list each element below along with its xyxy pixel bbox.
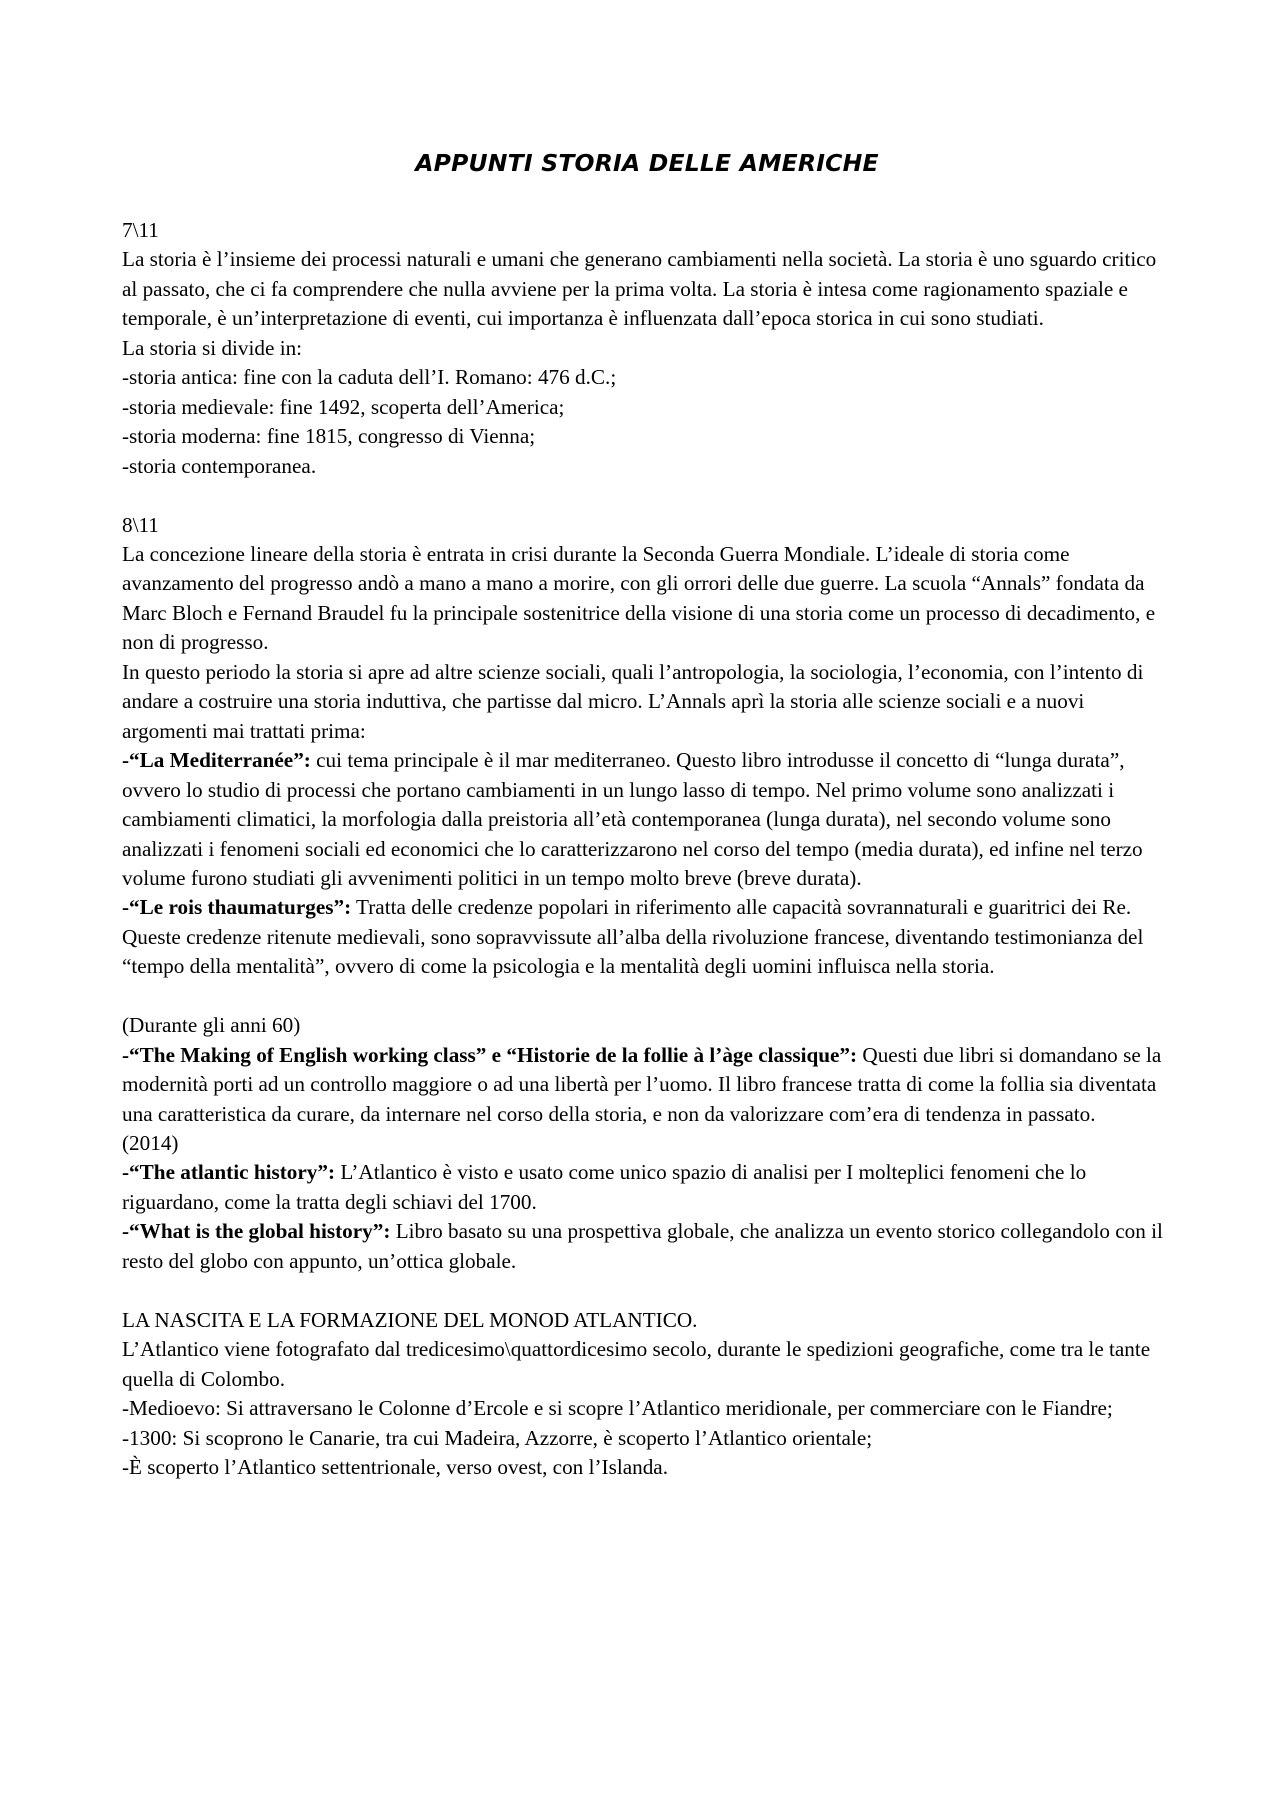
book-title: -“What is the global history”: — [122, 1219, 391, 1244]
period-label: (2014) — [122, 1131, 179, 1156]
book-title: -“La Mediterranée”: — [122, 748, 311, 773]
book-entry — [122, 1041, 1172, 1129]
blank-line — [122, 1276, 1172, 1305]
book-description: Tratta delle credenze popolari in riferimento alle capacità sovrannaturali e guaritrici dei Re. Queste credenze ritenute medievali, sono sopravvissute all’alba della rivoluzione francese, diventando testimonianza del “tempo della mentalità”, ovvero di come la psicologia e la mentalità degli uomini influisca nella storia. — [122, 895, 1144, 979]
paragraph: La storia si divide in: — [122, 335, 303, 360]
book-description: Libro basato su una prospettiva globale, che analizza un evento storico collegandolo con il resto del globo con appunto, un’ottica globale. — [122, 1219, 1163, 1273]
paragraph: In questo periodo la storia si apre ad altre scienze sociali, quali l’antropologia, la sociologia, l’economia, con l’intento di andare a costruire una storia induttiva, che partisse dal micro. L’Annals aprì la storia alle scienze sociali e a nuovi argomenti mai trattati prima: — [122, 659, 1144, 743]
section-heading: LA NASCITA E LA FORMAZIONE DEL MONOD ATLANTICO. — [122, 1307, 698, 1332]
paragraph: La concezione lineare della storia è entrata in crisi durante la Seconda Guerra Mondiale. L’ideale di storia come avanzamento del progresso andò a mano a mano a morire, con gli orrori delle due guerre. La scuola “Annals” fondata da Marc Bloch e Fernand Braudel fu la principale sostenitrice della visione di una storia come un processo di decadimento, e non di progresso. — [122, 541, 1156, 655]
list-item: -storia moderna: fine 1815, congresso di Vienna; — [122, 424, 536, 449]
section-books — [122, 1011, 1172, 1276]
book-entry — [122, 893, 1172, 981]
blank-line — [122, 982, 1172, 1011]
section-7-11 — [122, 216, 1172, 481]
list-item: -storia medievale: fine 1492, scoperta dell’America; — [122, 394, 565, 419]
book-title: -“The atlantic history”: — [122, 1160, 336, 1185]
list-item: -È scoperto l’Atlantico settentrionale, verso ovest, con l’Islanda. — [122, 1454, 668, 1479]
list-item: -1300: Si scoprono le Canarie, tra cui Madeira, Azzorre, è scoperto l’Atlantico orientale; — [122, 1425, 873, 1450]
section-atlantic — [122, 1306, 1172, 1483]
period-label: (Durante gli anni 60) — [122, 1013, 301, 1038]
document-title: APPUNTI STORIA DELLE AMERICHE — [415, 149, 879, 177]
book-description: Questi due libri si domandano se la modernità porti ad un controllo maggiore o ad una libertà per l’uomo. Il libro francese tratta di come la follia sia diventata una caratteristica da curare, da internare nel corso della storia, e non da valorizzare com’era di tendenza in passato. — [122, 1042, 1162, 1126]
section-date: 8\11 — [122, 512, 159, 537]
document-page — [122, 148, 1172, 1482]
list-item: -storia contemporanea. — [122, 453, 317, 478]
section-date: 7\11 — [122, 218, 159, 242]
paragraph: L’Atlantico viene fotografato dal tredicesimo\quattordicesimo secolo, durante le spedizioni geografiche, come tra le tante quella di Colombo. — [122, 1337, 1151, 1391]
book-entry — [122, 1217, 1172, 1276]
paragraph: La storia è l’insieme dei processi naturali e umani che generano cambiamenti nella società. La storia è uno sguardo critico al passato, che ci fa comprendere che nulla avviene per la prima volta. La storia è intesa come ragionamento spaziale e temporale, è un’interpretazione di eventi, cui importanza è influenzata dall’epoca storica in cui sono studiati. — [122, 247, 1157, 331]
blank-line — [122, 481, 1172, 510]
book-title: -“Le rois thaumaturges”: — [122, 895, 352, 920]
book-description: L’Atlantico è visto e usato come unico spazio di analisi per I molteplici fenomeni che lo riguardano, come la tratta degli schiavi del 1700. — [122, 1160, 1087, 1214]
list-item: -storia antica: fine con la caduta dell’I. Romano: 476 d.C.; — [122, 365, 617, 390]
section-8-11 — [122, 511, 1172, 982]
book-entry — [122, 1158, 1172, 1217]
book-entry — [122, 746, 1172, 893]
book-description: cui tema principale è il mar mediterraneo. Questo libro introdusse il concetto di “lunga durata”, ovvero lo studio di processi che portano cambiamenti in un lungo lasso di tempo. Nel primo volume sono analizzati i cambiamenti climatici, la morfologia dalla preistoria all’età contemporanea (lunga durata), nel secondo volume sono analizzati i fenomeni sociali ed economici che lo caratterizzarono nel corso del tempo (media durata), ed infine nel terzo volume furono studiati gli avvenimenti politici in un tempo molto breve (breve durata). — [122, 748, 1143, 890]
book-title: -“The Making of English working class” e “Historie de la follie à l’àge classique”: — [122, 1042, 858, 1067]
list-item: -Medioevo: Si attraversano le Colonne d’Ercole e si scopre l’Atlantico meridionale, per commerciare con le Fiandre; — [122, 1396, 1113, 1421]
